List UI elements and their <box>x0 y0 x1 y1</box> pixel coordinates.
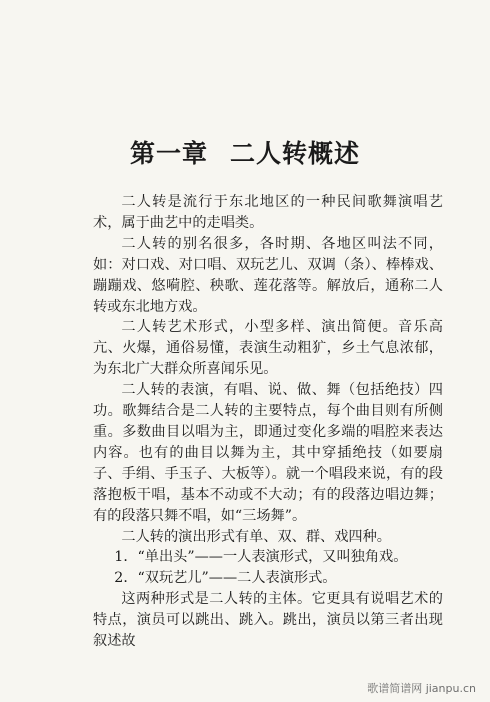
paragraph: 二人转是流行于东北地区的一种民间歌舞演唱艺术，属于曲艺中的走唱类。 <box>93 194 443 231</box>
paragraph: 二人转的表演，有唱、说、做、舞（包括绝技）四功。歌舞结合是二人转的主要特点，每个曲目则有所侧重。多数曲目以唱为主，即通过变化多端的唱腔来表达内容。也有的曲目以舞为主，其中穿插绝技（如要扇子、手绢、手玉子、大板等）。就一个唱段来说，有的段落抱板干唱，基本不动或不大动；有的段落边唱边舞；有的段落只舞不唱，如“三场舞”。 <box>93 382 443 524</box>
chapter-title: 二人转概述 <box>230 139 361 168</box>
body-text <box>93 192 443 652</box>
chapter-number: 第一章 <box>129 139 208 168</box>
list-item: 1．“单出头”——一人表演形式，又叫独角戏。 <box>114 549 408 566</box>
site-watermark: 歌谱简谱网 jianpu.cn <box>367 682 476 695</box>
paragraph: 二人转艺术形式，小型多样、演出简便。音乐高亢、火爆，通俗易懂，表演生动粗犷，乡土气息浓郁，为东北广大群众所喜闻乐见。 <box>93 319 443 378</box>
paragraph: 这两种形式是二人转的主体。它更具有说唱艺术的特点，演员可以跳出、跳入。跳出，演员以第三者出现叙述故 <box>93 591 443 650</box>
chapter-heading <box>0 134 490 170</box>
list-item: 2．“双玩艺儿”——二人表演形式。 <box>114 570 337 587</box>
paragraph: 二人转的别名很多，各时期、各地区叫法不同，如：对口戏、对口唱、双玩艺儿、双调（条）、棒棒戏、蹦蹦戏、悠嗬腔、秧歌、莲花落等。解放后，通称二人转或东北地方戏。 <box>93 235 443 315</box>
paragraph: 二人转的演出形式有单、双、群、戏四种。 <box>121 528 391 545</box>
